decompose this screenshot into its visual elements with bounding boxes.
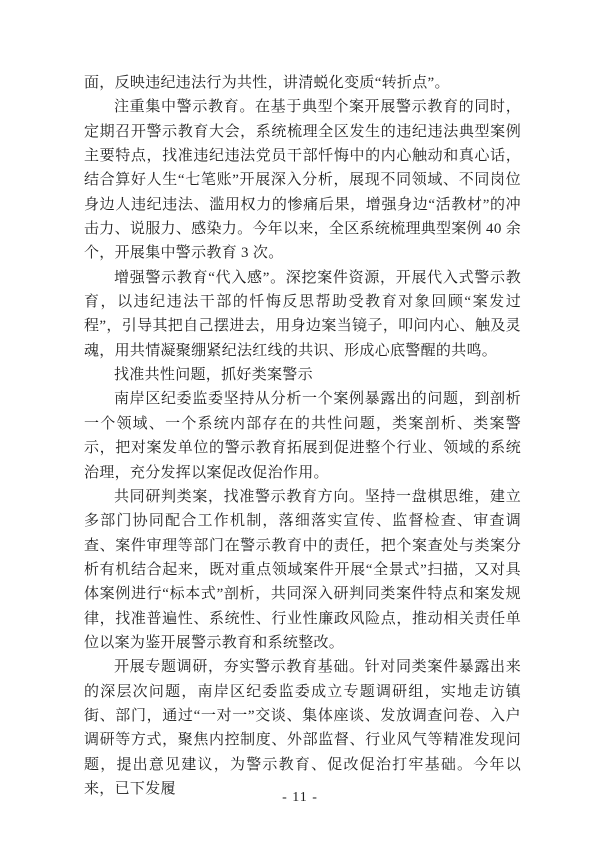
paragraph-joint-case-analysis: 共同研判类案，找准警示教育方向。坚持一盘棋思维，建立多部门协同配合工作机制，落细落实宣传、监督检查、审查调查、案件审理等部门在警示教育中的责任，把个案查处与类案分析有机结合起来，既对重点领域案件开展“全景式”扫描，又对具体案例进行“标本式”剖析，共同深入研判同类案件特点和案发规律，找准普遍性、系统性、行业性廉政风险点，推动相关责任单位以案为鉴开展警示教育和系统整改。 bbox=[84, 488, 521, 651]
paragraph-common-problems: 南岸区纪委监委坚持从分析一个案例暴露出的问题，到剖析一个领域、一个系统内部存在的共性问题，类案剖析、类案警示，把对案发单位的警示教育拓展到促进整个行业、领域的系统治理，充分发挥以案促改促治作用。 bbox=[84, 391, 521, 481]
section-subheading: 找准共性问题，抓好类案警示 bbox=[114, 367, 313, 384]
document-text-block bbox=[84, 71, 521, 801]
paragraph-immersion-education: 增强警示教育“代入感”。深挖案件资源，开展代入式警示教育，以违纪违法干部的忏悔反思帮助受教育对象回顾“案发过程”，引导其把自己摆进去，用身边案当镜子，叩问内心、触及灵魂，用共情凝聚绷紧纪法红线的共识、形成心底警醒的共鸣。 bbox=[84, 269, 521, 359]
paragraph-centralized-warning-education: 注重集中警示教育。在基于典型个案开展警示教育的同时，定期召开警示教育大会，系统梳理全区发生的违纪违法典型案例主要特点，找准违纪违法党员干部忏悔中的内心触动和真心话，结合算好人生“七笔账”开展深入分析，展现不同领域、不同岗位身边人违纪违法、滥用权力的惨痛后果，增强身边“活教材”的冲击力、说服力、感染力。今年以来，全区系统梳理典型案例 40 余个，开展集中警示教育 3 次。 bbox=[84, 99, 521, 262]
page-number: - 11 - bbox=[282, 790, 318, 805]
paragraph-continuation: 面，反映违纪违法行为共性，讲清蜕化变质“转折点”。 bbox=[84, 75, 450, 91]
paragraph-special-research: 开展专题调研，夯实警示教育基础。针对同类案件暴露出来的深层次问题，南岸区纪委监委成立专题调研组，实地走访镇街、部门，通过“一对一”交谈、集体座谈、发放调查问卷、入户调研等方式，聚焦内控制度、外部监督、行业风气等精准发现问题，提出意见建议，为警示教育、促改促治打牢基础。今年以来，已下发履 bbox=[84, 659, 521, 797]
